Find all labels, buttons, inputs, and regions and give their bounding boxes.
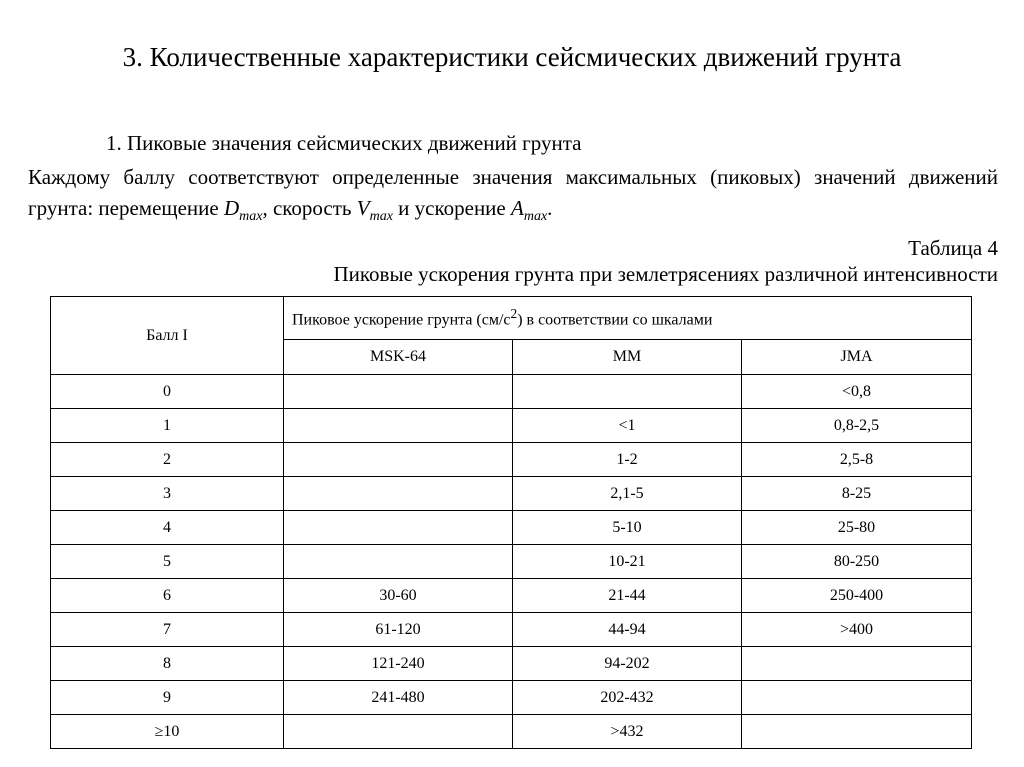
a-symbol: A bbox=[511, 196, 524, 220]
table-row bbox=[51, 375, 972, 409]
cell-msk bbox=[284, 375, 513, 409]
cell-ball: 0 bbox=[51, 375, 284, 409]
cell-msk bbox=[284, 511, 513, 545]
cell-jma: 0,8-2,5 bbox=[742, 409, 972, 443]
table-row bbox=[51, 681, 972, 715]
table-row bbox=[51, 579, 972, 613]
cell-jma bbox=[742, 681, 972, 715]
cell-ball: 5 bbox=[51, 545, 284, 579]
v-subscript: max bbox=[369, 209, 393, 225]
column-header-jma: JMA bbox=[742, 340, 972, 375]
cell-msk bbox=[284, 477, 513, 511]
cell-ball: 8 bbox=[51, 647, 284, 681]
cell-jma: 250-400 bbox=[742, 579, 972, 613]
cell-msk: 61-120 bbox=[284, 613, 513, 647]
cell-mm: 10-21 bbox=[513, 545, 742, 579]
cell-msk bbox=[284, 545, 513, 579]
v-symbol: V bbox=[356, 196, 370, 220]
cell-msk: 121-240 bbox=[284, 647, 513, 681]
cell-jma: <0,8 bbox=[742, 375, 972, 409]
cell-ball: 1 bbox=[51, 409, 284, 443]
cell-jma: 80-250 bbox=[742, 545, 972, 579]
table-caption: Пиковые ускорения грунта при землетрясениях различной интенсивности bbox=[333, 262, 998, 286]
d-symbol: D bbox=[223, 196, 240, 220]
cell-msk: 30-60 bbox=[284, 579, 513, 613]
table-row bbox=[51, 511, 972, 545]
cell-ball: 4 bbox=[51, 511, 284, 545]
cell-mm: 44-94 bbox=[513, 613, 742, 647]
cell-msk bbox=[284, 443, 513, 477]
column-header-mm: MM bbox=[513, 340, 742, 375]
cell-ball: 6 bbox=[51, 579, 284, 613]
table-number: Таблица 4 bbox=[908, 236, 998, 260]
table-row bbox=[51, 477, 972, 511]
cell-mm: <1 bbox=[513, 409, 742, 443]
cell-mm: 94-202 bbox=[513, 647, 742, 681]
cell-mm: 1-2 bbox=[513, 443, 742, 477]
group-header-text-end: ) в соответствии со шкалами bbox=[517, 311, 713, 329]
column-header-msk: MSK-64 bbox=[284, 340, 513, 375]
table-row bbox=[51, 613, 972, 647]
cell-jma bbox=[742, 647, 972, 681]
paragraph-end: . bbox=[547, 196, 553, 220]
ball-header: Балл I bbox=[51, 297, 284, 375]
cell-jma: 25-80 bbox=[742, 511, 972, 545]
cell-jma: 8-25 bbox=[742, 477, 972, 511]
cell-msk bbox=[284, 715, 513, 749]
group-header-text: Пиковое ускорение грунта (см/с bbox=[292, 311, 511, 329]
table-row bbox=[51, 443, 972, 477]
table-row bbox=[51, 715, 972, 749]
cell-msk: 241-480 bbox=[284, 681, 513, 715]
cell-ball: 3 bbox=[51, 477, 284, 511]
table-row bbox=[51, 647, 972, 681]
paragraph-text-2: , скорость bbox=[262, 196, 357, 220]
a-subscript: max bbox=[523, 209, 548, 225]
cell-mm: >432 bbox=[513, 715, 742, 749]
cell-mm: 202-432 bbox=[513, 681, 742, 715]
cell-ball: 9 bbox=[51, 681, 284, 715]
section-subtitle: 1. Пиковые значения сейсмических движений грунта bbox=[106, 131, 582, 155]
peak-acceleration-table bbox=[50, 296, 972, 749]
scales-group-header bbox=[284, 297, 972, 340]
cell-mm bbox=[513, 375, 742, 409]
cell-ball: ≥10 bbox=[51, 715, 284, 749]
slide-title: 3. Количественные характеристики сейсмических движений грунта bbox=[122, 42, 902, 72]
paragraph-text-1: Каждому баллу соответствуют определенные значения максимальных (пиковых) значений движений грунта: перемещение bbox=[28, 165, 998, 220]
paragraph-text-3: и ускорение bbox=[392, 196, 511, 220]
cell-mm: 21-44 bbox=[513, 579, 742, 613]
cell-ball: 7 bbox=[51, 613, 284, 647]
table-row bbox=[51, 545, 972, 579]
table-row bbox=[51, 409, 972, 443]
cell-jma: >400 bbox=[742, 613, 972, 647]
cell-mm: 5-10 bbox=[513, 511, 742, 545]
table-header-row bbox=[51, 297, 972, 340]
group-header-sup: 2 bbox=[510, 306, 518, 322]
cell-mm: 2,1-5 bbox=[513, 477, 742, 511]
cell-msk bbox=[284, 409, 513, 443]
cell-ball: 2 bbox=[51, 443, 284, 477]
intro-paragraph bbox=[28, 162, 998, 232]
d-subscript: max bbox=[239, 209, 263, 225]
cell-jma: 2,5-8 bbox=[742, 443, 972, 477]
cell-jma bbox=[742, 715, 972, 749]
